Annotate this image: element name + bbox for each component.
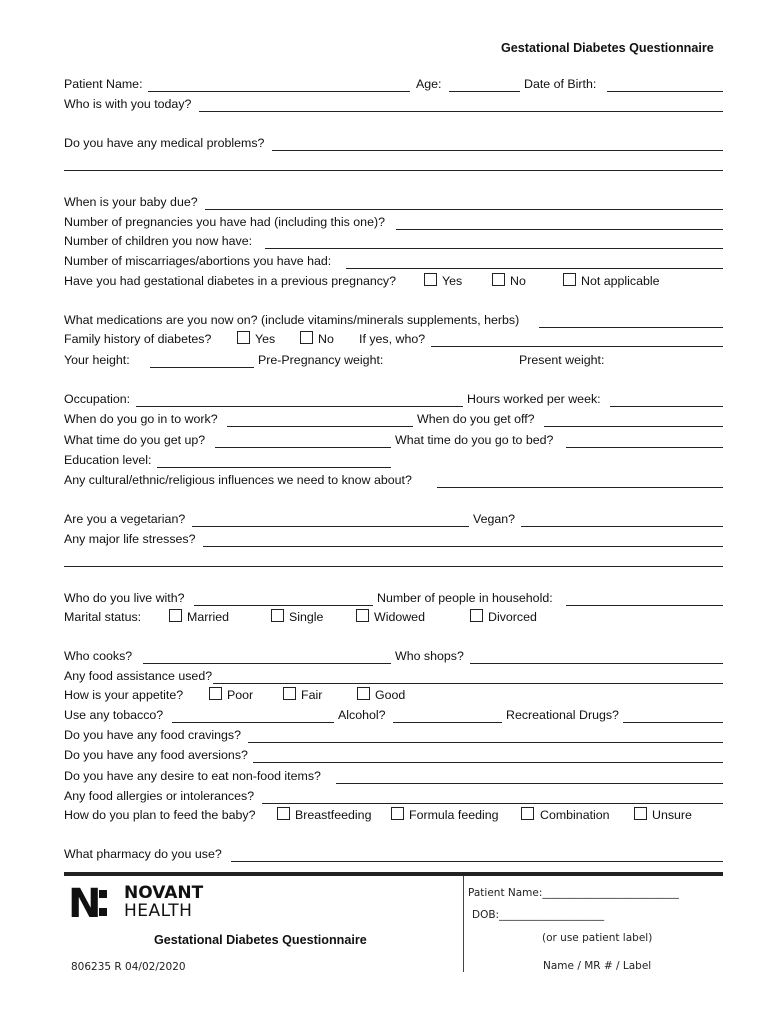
medical-problems-field-2[interactable] xyxy=(64,170,723,171)
live-with-label: Who do you live with? xyxy=(64,591,185,605)
tobacco-field[interactable] xyxy=(172,722,334,723)
dob-label: Date of Birth: xyxy=(524,77,597,91)
get-up-label: What time do you get up? xyxy=(64,433,206,447)
cooks-field[interactable] xyxy=(143,663,391,664)
appetite-poor-label: Poor xyxy=(227,688,254,702)
medications-field[interactable] xyxy=(539,327,723,328)
vegetarian-field[interactable] xyxy=(192,526,469,527)
cooks-label: Who cooks? xyxy=(64,649,133,663)
family-no-label: No xyxy=(318,332,334,346)
feed-unsure-checkbox[interactable] xyxy=(634,807,647,820)
vegan-label: Vegan? xyxy=(473,512,516,526)
vegan-field[interactable] xyxy=(521,526,723,527)
page-title: Gestational Diabetes Questionnaire xyxy=(501,41,714,55)
allergies-label: Any food allergies or intolerances? xyxy=(64,789,255,803)
occupation-field[interactable] xyxy=(136,406,463,407)
life-stresses-field-2[interactable] xyxy=(64,566,723,567)
footer-divider xyxy=(64,872,723,876)
cravings-label: Do you have any food cravings? xyxy=(64,728,242,742)
vegetarian-label: Are you a vegetarian? xyxy=(64,512,186,526)
life-stresses-label: Any major life stresses? xyxy=(64,532,196,546)
age-field[interactable] xyxy=(449,91,520,92)
feed-breastfeeding-checkbox[interactable] xyxy=(277,807,290,820)
marital-single-checkbox[interactable] xyxy=(271,609,284,622)
footer-form-title: Gestational Diabetes Questionnaire xyxy=(154,933,367,947)
get-off-label: When do you get off? xyxy=(417,412,535,426)
tobacco-label: Use any tobacco? xyxy=(64,708,164,722)
marital-single-label: Single xyxy=(289,610,324,624)
prev-gd-na-checkbox[interactable] xyxy=(563,273,576,286)
shops-field[interactable] xyxy=(470,663,723,664)
miscarriages-field[interactable] xyxy=(346,268,723,269)
alcohol-field[interactable] xyxy=(393,722,502,723)
family-yes-checkbox[interactable] xyxy=(237,331,250,344)
pre-weight-label: Pre-Pregnancy weight: xyxy=(258,353,384,367)
cultural-label: Any cultural/ethnic/religious influences we need to know about? xyxy=(64,473,412,487)
prev-gd-no-label: No xyxy=(510,274,526,288)
if-yes-who-label: If yes, who? xyxy=(359,332,426,346)
children-label: Number of children you now have: xyxy=(64,234,253,248)
go-to-work-field[interactable] xyxy=(227,426,413,427)
children-field[interactable] xyxy=(265,248,723,249)
name-mr-label: Name / MR # / Label xyxy=(543,960,652,972)
height-label: Your height: xyxy=(64,353,130,367)
logo-novant-text: NOVANT xyxy=(124,883,204,903)
medical-problems-field[interactable] xyxy=(272,150,723,151)
prev-gd-no-checkbox[interactable] xyxy=(492,273,505,286)
patient-name-field[interactable] xyxy=(148,91,410,92)
feed-baby-label: How do you plan to feed the baby? xyxy=(64,808,256,822)
appetite-good-label: Good xyxy=(375,688,406,702)
drugs-field[interactable] xyxy=(623,722,723,723)
prev-gd-yes-label: Yes xyxy=(442,274,463,288)
prev-gd-na-label: Not applicable xyxy=(581,274,660,288)
appetite-good-checkbox[interactable] xyxy=(357,687,370,700)
if-yes-who-field[interactable] xyxy=(431,346,723,347)
marital-label: Marital status: xyxy=(64,610,142,624)
marital-widowed-label: Widowed xyxy=(374,610,425,624)
shops-label: Who shops? xyxy=(395,649,464,663)
feed-formula-checkbox[interactable] xyxy=(391,807,404,820)
cravings-field[interactable] xyxy=(248,742,723,743)
family-history-label: Family history of diabetes? xyxy=(64,332,212,346)
food-assistance-label: Any food assistance used? xyxy=(64,669,213,683)
go-to-bed-label: What time do you go to bed? xyxy=(395,433,554,447)
form-code: 806235 R 04/02/2020 xyxy=(71,961,186,973)
prev-gd-label: Have you had gestational diabetes in a previous pregnancy? xyxy=(64,274,397,288)
get-off-field[interactable] xyxy=(544,426,723,427)
family-yes-label: Yes xyxy=(255,332,276,346)
marital-married-label: Married xyxy=(187,610,229,624)
pregnancies-field[interactable] xyxy=(396,229,723,230)
pharmacy-label: What pharmacy do you use? xyxy=(64,847,222,861)
marital-married-checkbox[interactable] xyxy=(169,609,182,622)
non-food-label: Do you have any desire to eat non-food items? xyxy=(64,769,321,783)
aversions-field[interactable] xyxy=(253,762,723,763)
footer-column-divider xyxy=(463,876,464,972)
baby-due-label: When is your baby due? xyxy=(64,195,198,209)
marital-divorced-label: Divorced xyxy=(488,610,537,624)
patient-label-hint: (or use patient label) xyxy=(542,932,653,944)
patient-name-label: Patient Name: xyxy=(64,77,143,91)
logo-health-text: HEALTH xyxy=(124,901,193,921)
household-label: Number of people in household: xyxy=(377,591,553,605)
live-with-field[interactable] xyxy=(194,605,373,606)
pharmacy-field[interactable] xyxy=(231,861,723,862)
baby-due-field[interactable] xyxy=(205,209,723,210)
pregnancies-label: Number of pregnancies you have had (including this one)? xyxy=(64,215,385,229)
who-with-label: Who is with you today? xyxy=(64,97,192,111)
miscarriages-label: Number of miscarriages/abortions you have had: xyxy=(64,254,332,268)
household-field[interactable] xyxy=(566,605,723,606)
go-to-bed-field[interactable] xyxy=(566,447,723,448)
footer-dob[interactable]: DOB:____________________ xyxy=(472,909,605,921)
age-label: Age: xyxy=(416,77,442,91)
education-field[interactable] xyxy=(157,467,391,468)
go-to-work-label: When do you go in to work? xyxy=(64,412,218,426)
medical-problems-label: Do you have any medical problems? xyxy=(64,136,265,150)
cultural-field[interactable] xyxy=(437,487,723,488)
family-no-checkbox[interactable] xyxy=(300,331,313,344)
drugs-label: Recreational Drugs? xyxy=(506,708,619,722)
footer-patient-name[interactable]: Patient Name:__________________________ xyxy=(468,887,679,899)
alcohol-label: Alcohol? xyxy=(338,708,386,722)
feed-combination-label: Combination xyxy=(540,808,610,822)
present-weight-label: Present weight: xyxy=(519,353,605,367)
feed-breastfeeding-label: Breastfeeding xyxy=(295,808,372,822)
dob-field[interactable] xyxy=(607,91,723,92)
get-up-field[interactable] xyxy=(215,447,391,448)
feed-unsure-label: Unsure xyxy=(652,808,692,822)
hours-worked-field[interactable] xyxy=(610,406,723,407)
appetite-fair-label: Fair xyxy=(301,688,323,702)
feed-formula-label: Formula feeding xyxy=(409,808,499,822)
non-food-field[interactable] xyxy=(336,783,723,784)
medications-label: What medications are you now on? (include vitamins/minerals supplements, herbs) xyxy=(64,313,520,327)
food-assistance-field[interactable] xyxy=(213,683,723,684)
appetite-poor-checkbox[interactable] xyxy=(209,687,222,700)
appetite-label: How is your appetite? xyxy=(64,688,184,702)
marital-widowed-checkbox[interactable] xyxy=(356,609,369,622)
height-field[interactable] xyxy=(150,367,254,368)
marital-divorced-checkbox[interactable] xyxy=(470,609,483,622)
occupation-label: Occupation: xyxy=(64,392,131,406)
hours-worked-label: Hours worked per week: xyxy=(467,392,601,406)
allergies-field[interactable] xyxy=(262,803,723,804)
feed-combination-checkbox[interactable] xyxy=(521,807,534,820)
life-stresses-field[interactable] xyxy=(203,546,723,547)
who-with-field[interactable] xyxy=(199,111,723,112)
aversions-label: Do you have any food aversions? xyxy=(64,748,248,762)
prev-gd-yes-checkbox[interactable] xyxy=(424,273,437,286)
education-label: Education level: xyxy=(64,453,152,467)
appetite-fair-checkbox[interactable] xyxy=(283,687,296,700)
